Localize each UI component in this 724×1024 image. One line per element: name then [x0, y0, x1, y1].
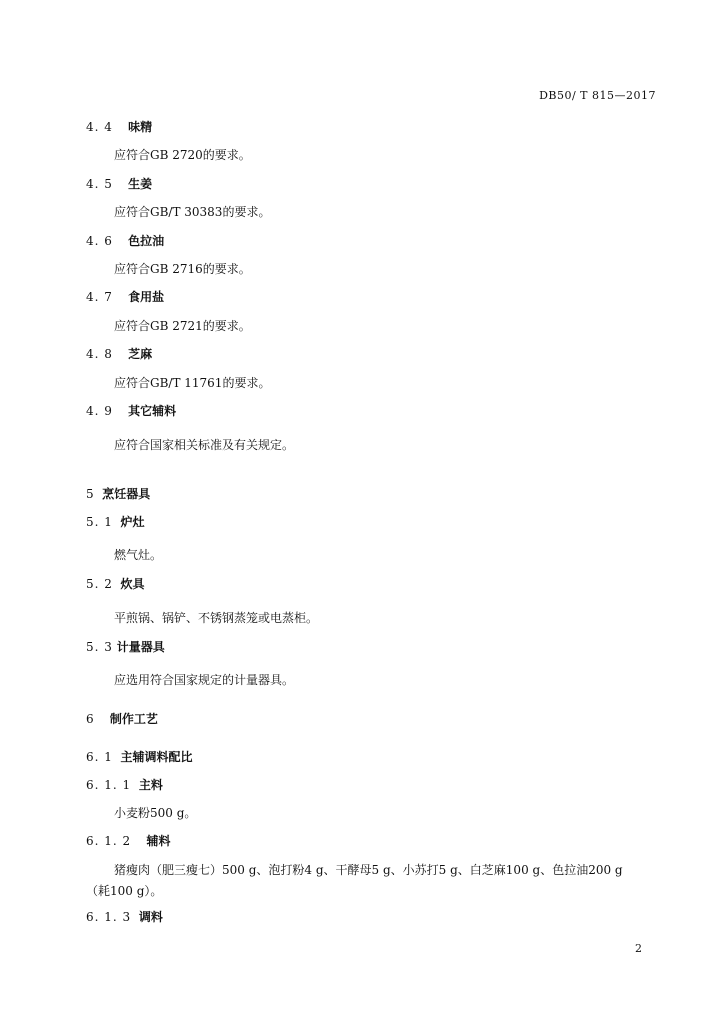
section-title: 味精 — [128, 120, 153, 134]
section-text: 燃气灶。 — [114, 548, 163, 562]
section-heading-5-1 — [86, 515, 145, 529]
section-heading-6-1-3 — [86, 910, 163, 924]
section-text: 应符合国家相关标准及有关规定。 — [114, 438, 295, 452]
section-title: 芝麻 — [128, 347, 153, 361]
section-heading-4-4 — [86, 120, 152, 134]
section-number: 6. 1. 1 — [86, 778, 132, 792]
section-text: 应选用符合国家规定的计量器具。 — [114, 673, 295, 687]
section-text: 猪瘦肉（肥三瘦七）500 g、泡打粉4 g、干酵母5 g、小苏打5 g、白芝麻100 g、色拉油200 g（耗100 g）。 — [86, 863, 623, 898]
section-title: 食用盐 — [128, 290, 165, 304]
section-heading-4-7 — [86, 290, 164, 304]
section-heading-4-8 — [86, 347, 152, 361]
section-number: 6. 1 — [86, 750, 113, 764]
section-title: 其它辅料 — [128, 404, 177, 418]
section-text: 应符合GB 2721的要求。 — [114, 319, 251, 333]
section-heading-4-5 — [86, 177, 152, 191]
section-heading-6-1-1 — [86, 778, 163, 792]
section-number: 6. 1. 3 — [86, 910, 132, 924]
section-number: 4. 9 — [86, 404, 113, 418]
section-number: 4. 5 — [86, 177, 113, 191]
section-title: 调料 — [138, 910, 163, 924]
section-heading-6 — [86, 712, 158, 726]
section-number: 5. 1 — [86, 515, 113, 529]
section-title: 计量器具 — [116, 640, 165, 654]
section-title: 生姜 — [128, 177, 153, 191]
section-text: 小麦粉500 g。 — [114, 806, 197, 820]
page-number: 2 — [635, 942, 642, 955]
section-title: 烹饪器具 — [102, 487, 151, 501]
section-title: 辅料 — [146, 834, 171, 848]
section-number: 4. 8 — [86, 347, 113, 361]
section-text: 应符合GB/T 30383的要求。 — [114, 205, 271, 219]
section-title: 主料 — [138, 778, 163, 792]
section-number: 6 — [86, 712, 95, 726]
section-heading-5 — [86, 487, 150, 501]
section-text: 应符合GB/T 11761的要求。 — [114, 376, 271, 390]
section-title: 炊具 — [120, 577, 145, 591]
section-number: 4. 4 — [86, 120, 113, 134]
section-number: 6. 1. 2 — [86, 834, 132, 848]
section-title: 主辅调料配比 — [120, 750, 193, 764]
section-heading-6-1-2 — [86, 834, 170, 848]
section-heading-4-9 — [86, 404, 176, 418]
section-title: 制作工艺 — [109, 712, 158, 726]
section-text: 平煎锅、锅铲、不锈钢蒸笼或电蒸柜。 — [114, 611, 319, 625]
section-text: 应符合GB 2720的要求。 — [114, 148, 251, 162]
section-number: 4. 7 — [86, 290, 113, 304]
section-heading-4-6 — [86, 234, 164, 248]
section-number: 5 — [86, 487, 95, 501]
section-number: 5. 2 — [86, 577, 113, 591]
section-number: 5. 3 — [86, 640, 113, 654]
section-text: 应符合GB 2716的要求。 — [114, 262, 251, 276]
section-heading-5-2 — [86, 577, 145, 591]
section-heading-6-1 — [86, 750, 193, 764]
section-heading-5-3 — [86, 640, 165, 654]
section-title: 色拉油 — [128, 234, 165, 248]
document-code: DB50/ T 815—2017 — [539, 89, 656, 102]
section-number: 4. 6 — [86, 234, 113, 248]
section-title: 炉灶 — [120, 515, 145, 529]
